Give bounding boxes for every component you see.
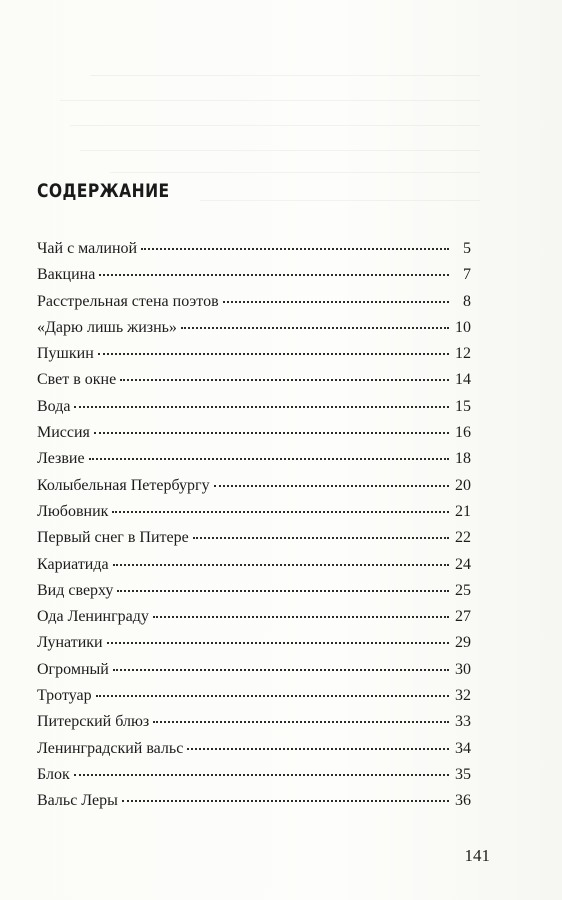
- toc-entry-title: Колыбельная Петербургу: [37, 476, 210, 494]
- toc-entry[interactable]: [37, 262, 471, 288]
- toc-entry-title: Тротуар: [37, 687, 92, 705]
- page-number: 141: [464, 846, 490, 865]
- toc-entry[interactable]: [37, 683, 471, 709]
- toc-entry[interactable]: [37, 788, 471, 814]
- toc-entry[interactable]: [37, 578, 471, 604]
- toc-entry-title: Вальс Леры: [37, 792, 118, 810]
- toc-entry-page: 21: [455, 502, 471, 520]
- bleed-through-line: [70, 125, 480, 126]
- toc-entry-title: Лезвие: [37, 450, 85, 468]
- toc-entry-title: Лунатики: [37, 634, 103, 652]
- toc-entry-title: Блок: [37, 765, 70, 783]
- toc-entry-page: 12: [455, 345, 471, 363]
- toc-entry-title: Огромный: [37, 660, 109, 678]
- toc-entry[interactable]: [37, 420, 471, 446]
- toc-entry[interactable]: [37, 236, 471, 262]
- toc-entry[interactable]: [37, 315, 471, 341]
- toc-dot-leader: [193, 536, 449, 539]
- toc-entry[interactable]: [37, 604, 471, 630]
- toc-dot-leader: [120, 378, 449, 381]
- toc-entry[interactable]: [37, 473, 471, 499]
- table-of-contents: [37, 236, 471, 815]
- toc-dot-leader: [153, 615, 449, 618]
- toc-entry[interactable]: [37, 630, 471, 656]
- toc-entry-page: 30: [455, 660, 471, 678]
- toc-entry-page: 16: [455, 424, 471, 442]
- toc-dot-leader: [98, 352, 449, 355]
- toc-entry-page: 36: [455, 792, 471, 810]
- toc-entry-title: Ода Ленинграду: [37, 608, 149, 626]
- toc-entry-page: 15: [455, 397, 471, 415]
- toc-dot-leader: [214, 484, 449, 487]
- toc-entry[interactable]: [37, 289, 471, 315]
- toc-entry-page: 8: [463, 292, 471, 310]
- toc-entry-title: Кариатида: [37, 555, 109, 573]
- toc-entry-title: Расстрельная стена поэтов: [37, 292, 219, 310]
- toc-dot-leader: [112, 510, 449, 513]
- toc-entry-title: Пушкин: [37, 345, 94, 363]
- toc-dot-leader: [96, 694, 449, 697]
- toc-dot-leader: [223, 300, 449, 303]
- toc-entry-title: Миссия: [37, 424, 90, 442]
- toc-entry-page: 33: [455, 713, 471, 731]
- toc-dot-leader: [181, 326, 449, 329]
- toc-entry[interactable]: [37, 446, 471, 472]
- toc-entry-title: Свет в окне: [37, 371, 117, 389]
- toc-entry[interactable]: [37, 762, 471, 788]
- toc-entry-page: 20: [455, 476, 471, 494]
- bleed-through-line: [80, 150, 480, 151]
- toc-entry[interactable]: [37, 657, 471, 683]
- toc-entry-page: 5: [463, 240, 471, 257]
- toc-entry-title: Вода: [37, 397, 71, 415]
- toc-dot-leader: [74, 773, 449, 776]
- toc-entry[interactable]: [37, 499, 471, 525]
- toc-entry-title: Вакцина: [37, 266, 96, 284]
- toc-dot-leader: [153, 720, 449, 723]
- contents-heading: СОДЕРЖАНИЕ: [37, 180, 170, 202]
- toc-dot-leader: [99, 273, 449, 276]
- toc-entry[interactable]: [37, 736, 471, 762]
- toc-entry-title: Любовник: [37, 502, 109, 520]
- toc-entry-page: 25: [455, 581, 471, 599]
- toc-entry-page: 10: [455, 318, 471, 336]
- toc-entry-title: Первый снег в Питере: [37, 529, 189, 547]
- toc-entry-title: «Дарю лишь жизнь»: [37, 318, 177, 336]
- toc-entry-page: 35: [455, 765, 471, 783]
- toc-entry-page: 24: [455, 555, 471, 573]
- bleed-through-line: [110, 172, 480, 173]
- toc-entry-title: Ленинградский вальс: [37, 739, 184, 757]
- toc-dot-leader: [94, 431, 449, 434]
- toc-entry[interactable]: [37, 367, 471, 393]
- toc-dot-leader: [141, 247, 449, 250]
- toc-entry-title: Питерский блюз: [37, 713, 150, 731]
- toc-dot-leader: [113, 668, 449, 671]
- toc-dot-leader: [187, 747, 449, 750]
- toc-dot-leader: [113, 563, 449, 566]
- bleed-through-line: [60, 100, 480, 101]
- toc-entry-page: 29: [455, 634, 471, 652]
- toc-entry-title: Чай с малиной: [37, 240, 138, 257]
- toc-dot-leader: [89, 457, 449, 460]
- toc-dot-leader: [74, 405, 449, 408]
- toc-dot-leader: [117, 589, 449, 592]
- toc-entry-page: 32: [455, 687, 471, 705]
- toc-dot-leader: [107, 641, 449, 644]
- toc-entry[interactable]: [37, 709, 471, 735]
- toc-entry[interactable]: [37, 341, 471, 367]
- toc-entry-page: 18: [455, 450, 471, 468]
- toc-entry-page: 7: [463, 266, 471, 284]
- toc-entry-page: 27: [455, 608, 471, 626]
- toc-entry[interactable]: [37, 525, 471, 551]
- toc-entry-page: 14: [455, 371, 471, 389]
- toc-entry-page: 22: [455, 529, 471, 547]
- bleed-through-line: [200, 200, 480, 201]
- toc-entry[interactable]: [37, 552, 471, 578]
- toc-dot-leader: [122, 799, 449, 802]
- toc-entry[interactable]: [37, 394, 471, 420]
- toc-entry-title: Вид сверху: [37, 581, 114, 599]
- bleed-through-line: [90, 75, 480, 76]
- toc-entry-page: 34: [455, 739, 471, 757]
